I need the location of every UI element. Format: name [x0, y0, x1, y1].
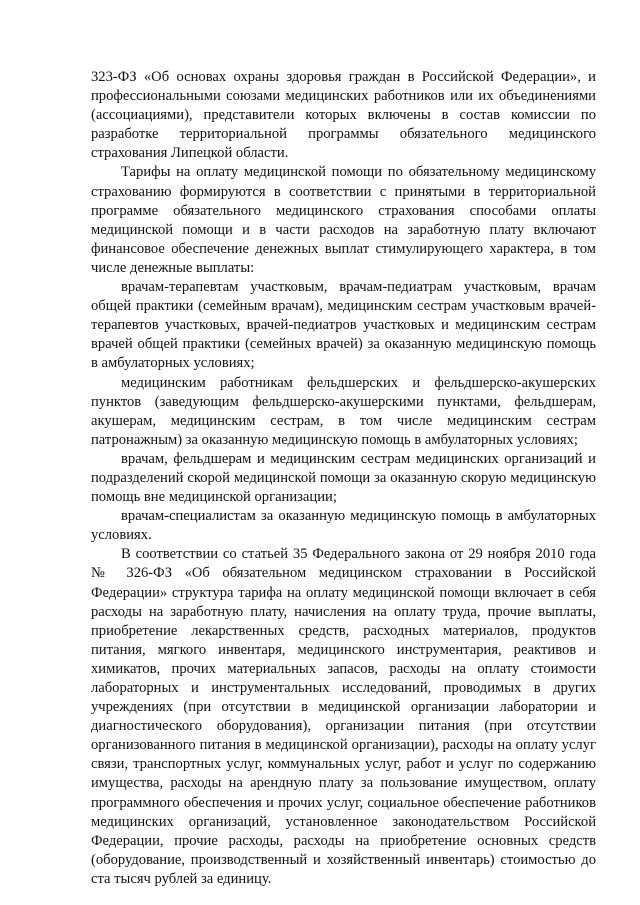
paragraph-list-item-feldsher-points: медицинским работникам фельдшерских и фельдшерско-акушерских пунктов (заведующим фельдшерско-акушерскими пунктами, фельдшерам, акушерам, медицинским сестрам, в том числе медицинским сестрам патронажным) за оказанную медицинскую помощь в амбулаторных условиях; — [91, 374, 596, 448]
paragraph-list-item-specialists: врачам-специалистам за оказанную медицинскую помощь в амбулаторных условиях. — [91, 508, 596, 544]
paragraph-list-item-therapists: врачам-терапевтам участковым, врачам-педиатрам участковым, врачам общей практики (семейным врачам), медицинским сестрам участковым врачей-терапевтов участковых, врачей-педиатров участковых и медицинским сестрам врачей общей практики (семейных врачей) за оказанную медицинскую помощь в амбулаторных условиях; — [91, 279, 596, 372]
paragraph-list-item-ambulance: врачам, фельдшерам и медицинским сестрам медицинских организаций и подразделений скорой медицинской помощи за оказанную скорую медицинскую помощь вне медицинской организации; — [91, 450, 596, 506]
paragraph-continuation: 323-ФЗ «Об основах охраны здоровья граждан в Российской Федерации», и профессиональными союзами медицинских работников или их объединениями (ассоциациями), представители которых включены в состав комиссии по разработке территориальной программы обязательного медицинского страхования Липецкой области. — [91, 69, 596, 162]
document-page — [91, 68, 596, 889]
paragraph-tariffs: Тарифы на оплату медицинской помощи по обязательному медицинскому страхованию формируются в соответствии с принятыми в территориальной программе обязательного медицинского страхования способами оплаты медицинской помощи и в части расходов на заработную плату включают финансовое обеспечение денежных выплат стимулирующего характера, в том числе денежные выплаты: — [91, 164, 596, 276]
paragraph-tariff-structure: В соответствии со статьей 35 Федерального закона от 29 ноября 2010 года № 326-ФЗ «Об обязательном медицинском страховании в Российской Федерации» структура тарифа на оплату медицинской помощи включает в себя расходы на заработную плату, начисления на оплату труда, прочие выплаты, приобретение лекарственных средств, расходных материалов, продуктов питания, мягкого инвентаря, медицинского инструментария, реактивов и химикатов, прочих материальных запасов, расходы на оплату стоимости лабораторных и инструментальных исследований, проводимых в других учреждениях (при отсутствии в медицинской организации лаборатории и диагностического оборудования), организации питания (при отсутствии организованного питания в медицинской организации), расходы на оплату услуг связи, транспортных услуг, коммунальных услуг, работ и услуг по содержанию имущества, расходы на арендную плату за пользование имуществом, оплату программного обеспечения и прочих услуг, социальное обеспечение работников медицинских организаций, установленное законодательством Российской Федерации, прочие расходы, расходы на приобретение основных средств (оборудование, производственный и хозяйственный инвентарь) стоимостью до ста тысяч рублей за единицу. — [91, 546, 596, 887]
